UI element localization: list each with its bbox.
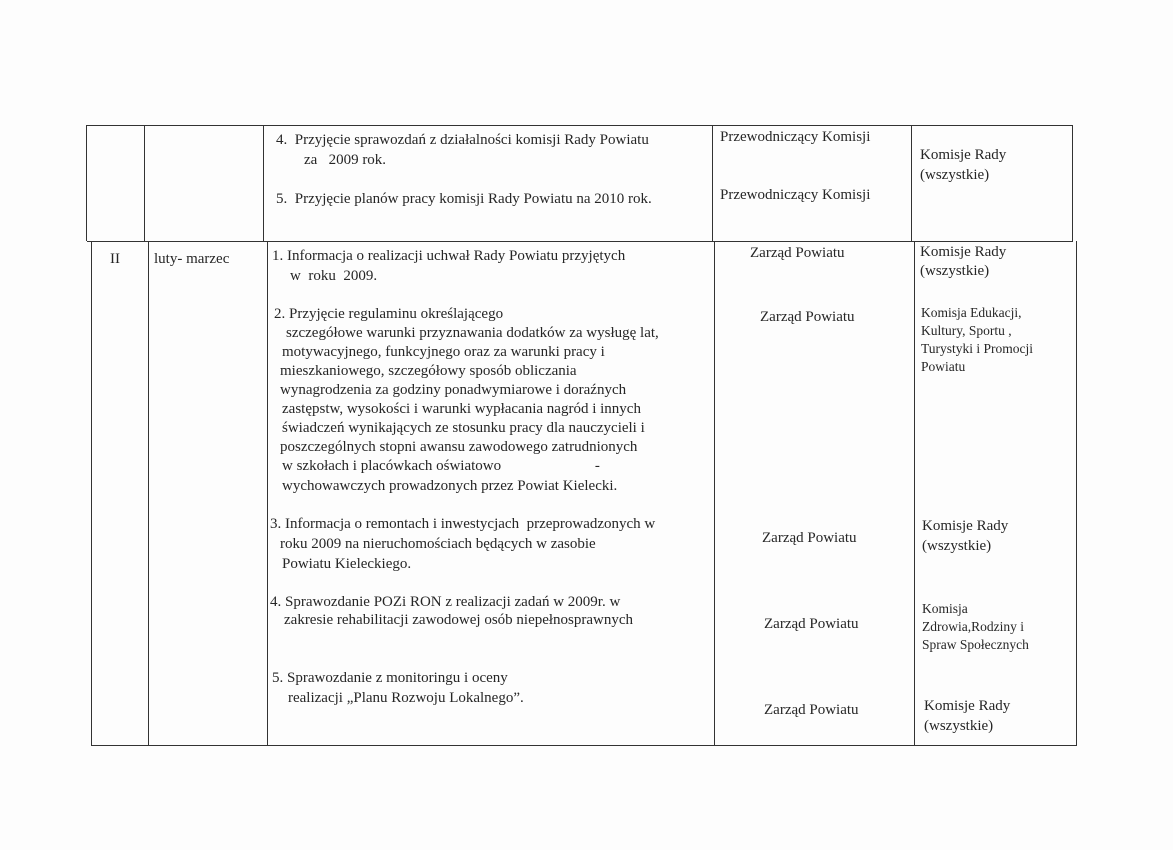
- row1-responsible-1: Przewodniczący Komisji: [720, 129, 871, 145]
- row2-period: luty- marzec: [154, 251, 230, 267]
- row1-item4-line1: 4. Przyjęcie sprawozdań z działalności komisji Rady Powiatu: [276, 132, 649, 148]
- col-line-1: [86, 125, 87, 241]
- row2-responsible-3: Zarząd Powiatu: [762, 530, 857, 546]
- row2-committee2-line4: Powiatu: [921, 359, 966, 374]
- row2-committee3-line2: (wszystkie): [922, 538, 992, 554]
- row2-item4-line1: 4. Sprawozdanie POZi RON z realizacji zadań w 2009r. w: [270, 594, 621, 610]
- row2-number: II: [110, 251, 120, 267]
- row2-item2-line9: w szkołach i placówkach oświatowo -: [282, 458, 600, 474]
- col-line-1b: [91, 241, 92, 746]
- row2-committee2-line1: Komisja Edukacji,: [921, 305, 1022, 320]
- table-top-border: [86, 125, 1073, 126]
- row2-responsible-5: Zarząd Powiatu: [764, 702, 859, 718]
- row1-committee-line1: Komisje Rady: [920, 147, 1007, 163]
- row2-item2-line1: 2. Przyjęcie regulaminu określającego: [274, 306, 504, 322]
- row2-item5-line1: 5. Sprawozdanie z monitoringu i oceny: [272, 670, 508, 686]
- row2-item2-line4: mieszkaniowego, szczegółowy sposób obliczania: [280, 363, 577, 379]
- row2-item2-line6: zastępstw, wysokości i warunki wypłacania nagród i innych: [282, 401, 641, 417]
- col-line-4b: [714, 241, 715, 746]
- row2-item3-line2: roku 2009 na nieruchomościach będących w zasobie: [280, 536, 596, 552]
- row2-committee1-line2: (wszystkie): [920, 263, 990, 279]
- col-line-2b: [148, 241, 149, 746]
- row2-committee1-line1: Komisje Rady: [920, 244, 1007, 260]
- row2-committee2-line3: Turystyki i Promocji: [921, 341, 1034, 356]
- row2-item1-line1: 1. Informacja o realizacji uchwał Rady Powiatu przyjętych: [272, 248, 626, 264]
- row1-item4-line2: za 2009 rok.: [304, 152, 387, 168]
- row2-item2-line5: wynagrodzenia za godziny ponadwymiarowe i doraźnych: [280, 382, 627, 398]
- col-line-3: [263, 125, 264, 241]
- row1-responsible-2: Przewodniczący Komisji: [720, 187, 871, 203]
- col-line-2: [144, 125, 145, 241]
- row2-item4-line2: zakresie rehabilitacji zawodowej osób niepełnosprawnych: [284, 612, 634, 628]
- col-line-4: [712, 125, 713, 241]
- col-line-5: [911, 125, 912, 241]
- row2-committee3-line1: Komisje Rady: [922, 518, 1009, 534]
- row2-committee4-line3: Spraw Społecznych: [922, 637, 1029, 652]
- col-line-5b: [914, 241, 915, 746]
- row2-item2-line10: wychowawczych prowadzonych przez Powiat Kielecki.: [282, 478, 618, 494]
- row2-committee2-line2: Kultury, Sportu ,: [921, 323, 1012, 338]
- col-line-6b: [1076, 241, 1077, 746]
- row-divider: [87, 241, 1073, 242]
- row2-responsible-4: Zarząd Powiatu: [764, 616, 859, 632]
- row2-item2-line8: poszczególnych stopni awansu zawodowego zatrudnionych: [280, 439, 638, 455]
- row1-item5: 5. Przyjęcie planów pracy komisji Rady Powiatu na 2010 rok.: [276, 191, 652, 207]
- row1-committee-line2: (wszystkie): [920, 167, 990, 183]
- row2-responsible-1: Zarząd Powiatu: [750, 245, 845, 261]
- col-line-3b: [267, 241, 268, 746]
- row2-committee5-line1: Komisje Rady: [924, 698, 1011, 714]
- row2-item2-line7: świadczeń wynikających ze stosunku pracy dla nauczycieli i: [282, 420, 645, 436]
- row2-item5-line2: realizacji „Planu Rozwoju Lokalnego”.: [288, 690, 524, 706]
- row2-item1-line2: w roku 2009.: [290, 268, 378, 284]
- row2-committee4-line2: Zdrowia,Rodziny i: [922, 619, 1024, 634]
- row2-committee5-line2: (wszystkie): [924, 718, 994, 734]
- row2-item3-line3: Powiatu Kieleckiego.: [282, 556, 412, 572]
- row2-item2-line3: motywacyjnego, funkcyjnego oraz za warunki pracy i: [282, 344, 605, 360]
- col-line-6: [1072, 125, 1073, 241]
- row2-item2-line2: szczegółowe warunki przyznawania dodatków za wysługę lat,: [286, 325, 659, 341]
- row2-item3-line1: 3. Informacja o remontach i inwestycjach przeprowadzonych w: [270, 516, 656, 532]
- table-bottom-border: [92, 745, 1076, 746]
- row2-committee4-line1: Komisja: [922, 601, 968, 616]
- row2-responsible-2: Zarząd Powiatu: [760, 309, 855, 325]
